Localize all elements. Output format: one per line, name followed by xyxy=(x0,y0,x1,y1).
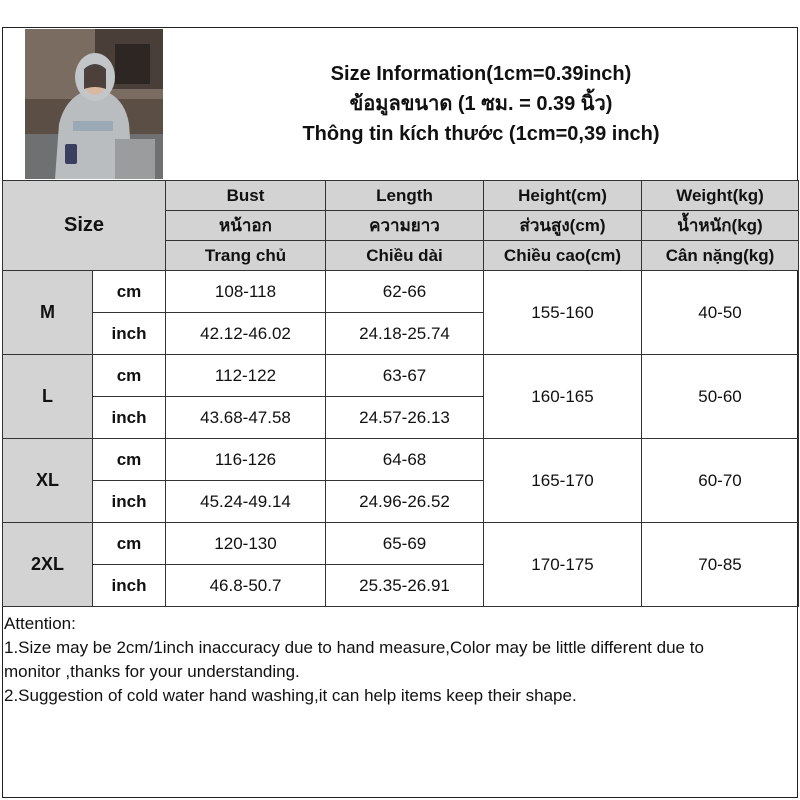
length-inch-cell: 25.35-26.91 xyxy=(326,565,484,607)
table-header-row xyxy=(3,181,799,211)
weight-cell: 50-60 xyxy=(642,355,799,439)
length-cm-cell: 65-69 xyxy=(326,523,484,565)
weight-cell: 40-50 xyxy=(642,271,799,355)
unit-inch-cell: inch xyxy=(93,565,166,607)
bust-cm-cell: 120-130 xyxy=(166,523,326,565)
header-bust-th: หน้าอก xyxy=(166,211,326,241)
header-length-vi: Chiều dài xyxy=(326,241,484,271)
length-inch-cell: 24.57-26.13 xyxy=(326,397,484,439)
bust-inch-cell: 43.68-47.58 xyxy=(166,397,326,439)
unit-inch-cell: inch xyxy=(93,397,166,439)
height-cell: 165-170 xyxy=(484,439,642,523)
bust-inch-cell: 42.12-46.02 xyxy=(166,313,326,355)
size-name-cell: XL xyxy=(3,439,93,523)
unit-cm-cell: cm xyxy=(93,523,166,565)
length-cm-cell: 64-68 xyxy=(326,439,484,481)
attention-notes xyxy=(4,612,794,708)
header-bust-vi: Trang chủ xyxy=(166,241,326,271)
size-name-cell: M xyxy=(3,271,93,355)
header-weight-en: Weight(kg) xyxy=(642,181,799,211)
header-weight-vi: Cân nặng(kg) xyxy=(642,241,799,271)
table-row xyxy=(3,439,799,481)
size-table xyxy=(2,180,799,607)
header-height-vi: Chiều cao(cm) xyxy=(484,241,642,271)
header-height-en: Height(cm) xyxy=(484,181,642,211)
attention-note-1: 1.Size may be 2cm/1inch inaccuracy due to hand measure,Color may be little different due to monitor ,thanks for your understanding. xyxy=(4,638,704,681)
size-column-header: Size xyxy=(3,181,166,271)
unit-cm-cell: cm xyxy=(93,439,166,481)
weight-cell: 60-70 xyxy=(642,439,799,523)
length-cm-cell: 62-66 xyxy=(326,271,484,313)
table-row xyxy=(3,523,799,565)
table-row xyxy=(3,355,799,397)
product-photo xyxy=(25,29,163,179)
size-name-cell: L xyxy=(3,355,93,439)
header-length-th: ความยาว xyxy=(326,211,484,241)
height-cell: 170-175 xyxy=(484,523,642,607)
bust-cm-cell: 116-126 xyxy=(166,439,326,481)
length-inch-cell: 24.18-25.74 xyxy=(326,313,484,355)
header-weight-th: น้ำหนัก(kg) xyxy=(642,211,799,241)
length-inch-cell: 24.96-26.52 xyxy=(326,481,484,523)
length-cm-cell: 63-67 xyxy=(326,355,484,397)
table-row xyxy=(3,271,799,313)
unit-inch-cell: inch xyxy=(93,481,166,523)
size-name-cell: 2XL xyxy=(3,523,93,607)
unit-cm-cell: cm xyxy=(93,355,166,397)
title-english: Size Information(1cm=0.39inch) xyxy=(330,63,632,85)
title-vietnamese: Thông tin kích thước (1cm=0,39 inch) xyxy=(302,123,660,145)
unit-cm-cell: cm xyxy=(93,271,166,313)
bust-cm-cell: 108-118 xyxy=(166,271,326,313)
weight-cell: 70-85 xyxy=(642,523,799,607)
bust-inch-cell: 46.8-50.7 xyxy=(166,565,326,607)
bust-cm-cell: 112-122 xyxy=(166,355,326,397)
header-bust-en: Bust xyxy=(166,181,326,211)
size-info-title xyxy=(165,29,797,179)
header-height-th: ส่วนสูง(cm) xyxy=(484,211,642,241)
attention-note-2: 2.Suggestion of cold water hand washing,it can help items keep their shape. xyxy=(4,686,577,705)
attention-heading: Attention: xyxy=(4,614,76,633)
height-cell: 155-160 xyxy=(484,271,642,355)
header-length-en: Length xyxy=(326,181,484,211)
bust-inch-cell: 45.24-49.14 xyxy=(166,481,326,523)
unit-inch-cell: inch xyxy=(93,313,166,355)
height-cell: 160-165 xyxy=(484,355,642,439)
title-thai: ข้อมูลขนาด (1 ซม. = 0.39 นิ้ว) xyxy=(349,93,613,115)
